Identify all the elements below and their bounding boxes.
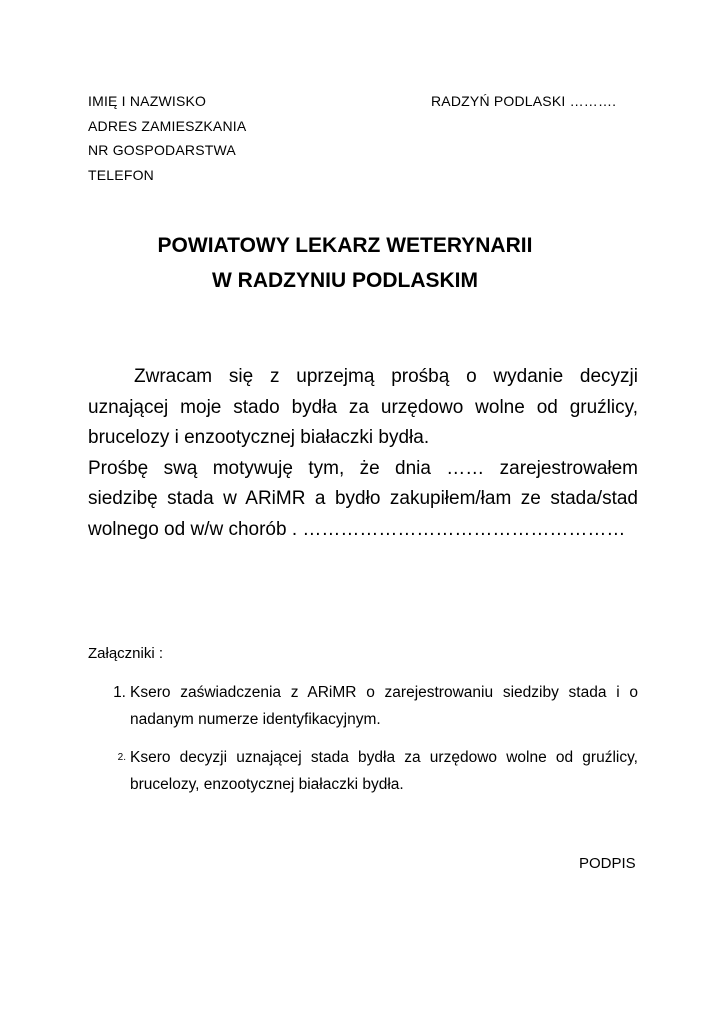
sender-name-line: IMIĘ I NAZWISKO [88,93,207,109]
attachments-heading: Załączniki : [88,645,164,662]
body-paragraph-2: Prośbę swą motywuję tym, że dnia …… zarejestrowałem siedzibę stada w ARiMR a bydło zakupiłem/łam ze stada/stad wolnego od w/w chorób . …………………………………………… [88,457,638,540]
recipient-line-2: W RADZYNIU PODLASKIM [212,269,478,292]
list-item-text: Ksero decyzji uznającej stada bydła za urzędowo wolne od gruźlicy, brucelozy, enzootycznej białaczki bydła. [130,749,638,793]
list-item-text: Ksero zaświadczenia z ARiMR o zarejestrowaniu siedziby stada i o nadanym numerze identyfikacyjnym. [130,684,638,728]
recipient-block [0,228,690,298]
body-paragraph-1: Zwracam się z uprzejmą prośbą o wydanie decyzji uznającej moje stado bydła za urzędowo wolne od gruźlicy, brucelozy i enzootycznej białaczki bydła. [88,366,638,448]
recipient-line-1: POWIATOWY LEKARZ WETERYNARII [157,234,533,257]
list-item-number: 1. [113,684,126,701]
list-item [88,744,638,798]
sender-address-line: ADRES ZAMIESZKANIA [88,117,247,134]
sender-phone-line: TELEFON [88,166,154,183]
letter-body [88,362,638,545]
place-date: RADZYŃ PODLASKI ………. [431,93,617,109]
signature-label: PODPIS [579,855,636,872]
list-item-number: 2. [117,752,126,763]
list-item [88,679,638,733]
attachments-list [88,679,638,809]
sender-block [88,89,246,187]
sender-farm-number-line: NR GOSPODARSTWA [88,142,236,158]
